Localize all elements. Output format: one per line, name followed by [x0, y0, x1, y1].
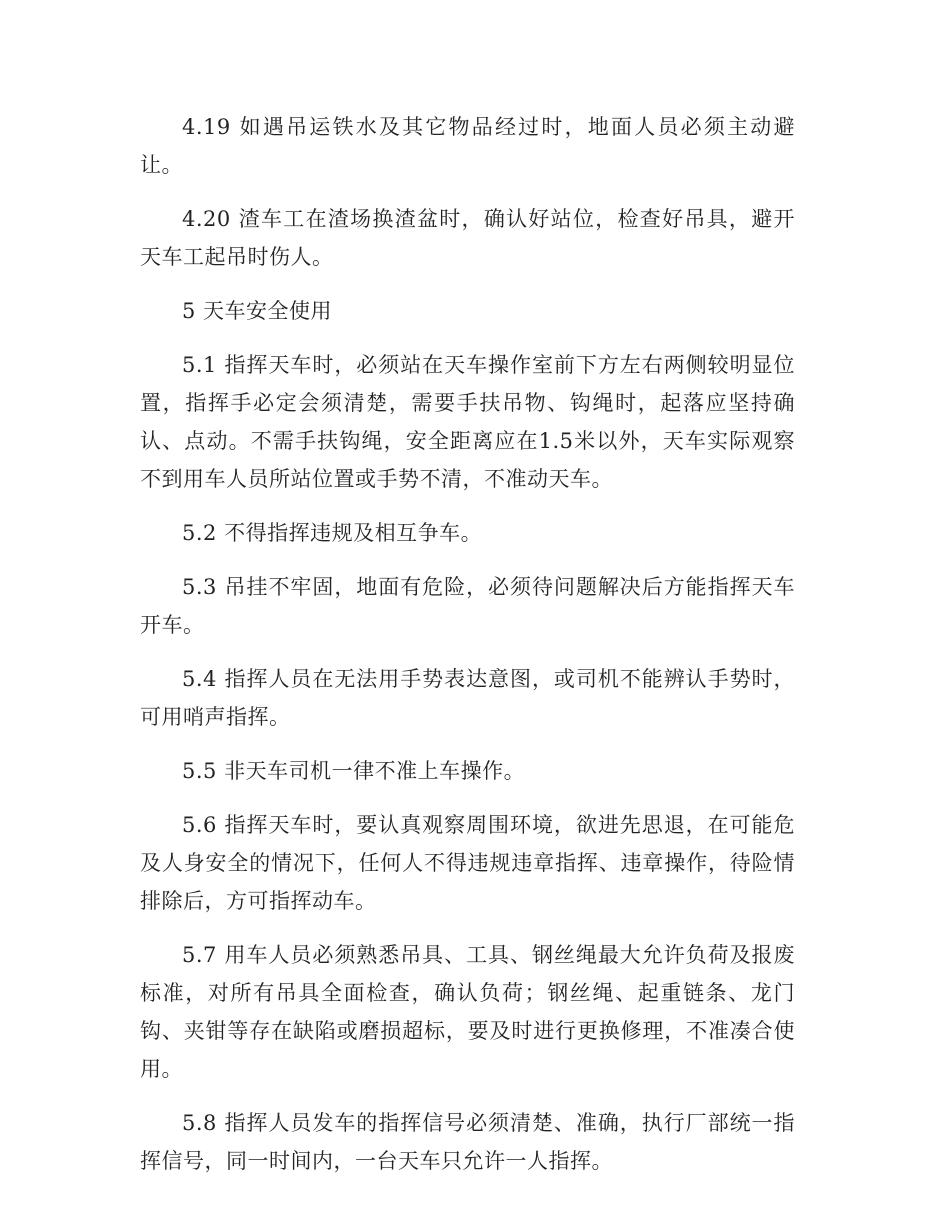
- paragraph-5-4: 5.4 指挥人员在无法用手势表达意图，或司机不能辨认手势时，可用哨声指挥。: [140, 667, 795, 729]
- paragraph-5-2: 5.2 不得指挥违规及相互争车。: [182, 521, 483, 545]
- paragraph-4-19: 4.19 如遇吊运铁水及其它物品经过时，地面人员必须主动避让。: [140, 115, 795, 177]
- paragraph-5-3: 5.3 吊挂不牢固，地面有危险，必须待问题解决后方能指挥天车开车。: [140, 575, 795, 637]
- paragraph-5-7: 5.7 用车人员必须熟悉吊具、工具、钢丝绳最大允许负荷及报废标准，对所有吊具全面检查，确认负荷；钢丝绳、起重链条、龙门钩、夹钳等存在缺陷或磨损超标，要及时进行更换修理，不准凑合使用。: [140, 943, 795, 1081]
- paragraph-5-8: 5.8 指挥人员发车的指挥信号必须清楚、准确，执行厂部统一指挥信号，同一时间内，一台天车只允许一人指挥。: [140, 1111, 795, 1173]
- paragraph-4-20: 4.20 渣车工在渣场换渣盆时，确认好站位，检查好吊具，避开天车工起吊时伤人。: [140, 207, 795, 269]
- document-body: [140, 108, 795, 1196]
- paragraph-5-6: 5.6 指挥天车时，要认真观察周围环境，欲进先思退，在可能危及人身安全的情况下，任何人不得违规违章指挥、违章操作，待险情排除后，方可指挥动车。: [140, 813, 795, 913]
- paragraph-5-1: 5.1 指挥天车时，必须站在天车操作室前下方左右两侧较明显位置，指挥手必定会须清楚，需要手扶吊物、钩绳时，起落应坚持确认、点动。不需手扶钩绳，安全距离应在1.5米以外，天车实际观察不到用车人员所站位置或手势不清，不准动天车。: [140, 353, 795, 491]
- paragraph-5-5: 5.5 非天车司机一律不准上车操作。: [182, 759, 526, 783]
- section-heading-5: 5 天车安全使用: [182, 299, 333, 323]
